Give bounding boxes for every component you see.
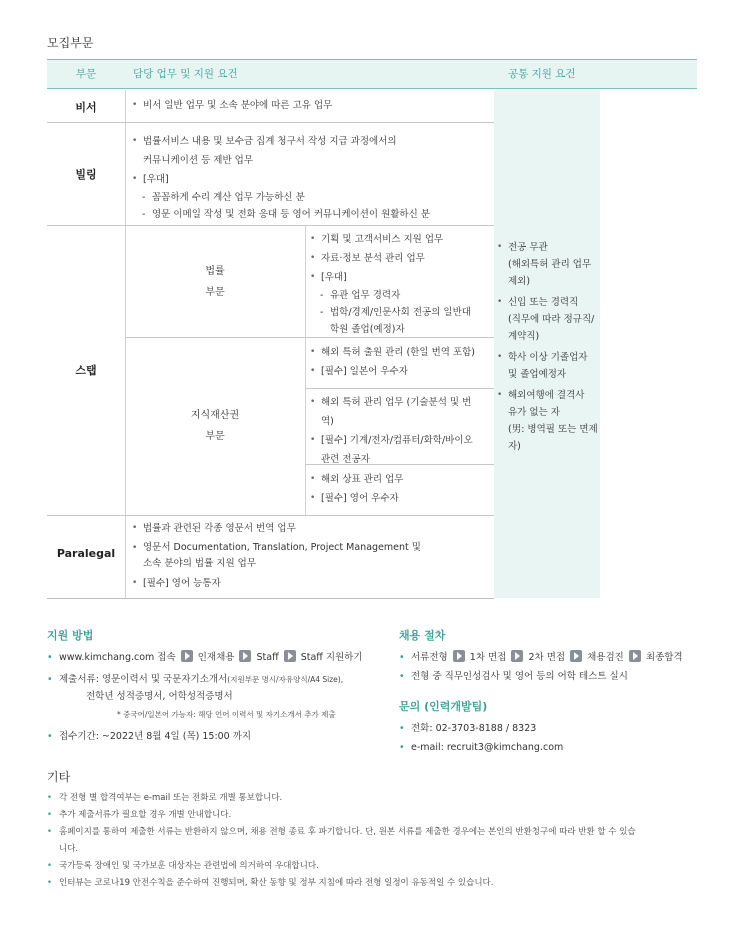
etc-item: • 각 전형 별 합격여부는 e-mail 또는 전화로 개별 통보합니다.	[47, 790, 697, 807]
common-item-continued: (해외특허 관리 업무	[508, 259, 592, 270]
step-text: Staff 지원하기	[300, 652, 363, 663]
header-duties: 담당 업무 및 지원 요건	[133, 68, 238, 80]
legal-duties	[310, 230, 490, 338]
apply-item-period: • 접수기간: ~2022년 8월 4일 (목) 15:00 까지	[47, 727, 392, 746]
etc-item-continued: 니다.	[59, 844, 79, 854]
common-item-continued: 자)	[508, 441, 521, 452]
play-arrow-icon	[284, 650, 296, 662]
pref-item: - 유관 업무 경력자	[310, 287, 490, 304]
docs-text-continued: 전학년 성적증명서, 어학성적증명서	[86, 691, 233, 702]
subdept-ip-line1: 지식재산권	[190, 410, 240, 421]
common-item-continued: 및 졸업예정자	[508, 369, 567, 380]
dept-staff: 스탭	[75, 364, 97, 377]
list-item: • [필수] 일본어 우수자	[310, 362, 490, 381]
step-text: Staff	[256, 652, 279, 663]
apply-item-docs	[47, 670, 392, 689]
common-item: • 전공 무관	[497, 239, 599, 256]
common-requirements	[497, 239, 599, 455]
header-common: 공통 지원 요건	[508, 68, 576, 80]
divider	[47, 122, 494, 123]
etc-item: • 국가등록 장애인 및 국가보훈 대상자는 관련법에 의거하여 우대합니다.	[47, 858, 697, 875]
dept-secretary: 비서	[75, 101, 97, 114]
common-item: • 신입 또는 경력직	[497, 294, 599, 311]
pref-item: - 영문 이메일 작성 및 전화 응대 등 영어 커뮤니케이션이 원활하신 분	[132, 206, 492, 223]
subdept-ip	[125, 405, 305, 447]
process-list	[399, 648, 719, 686]
common-item: • 학사 이상 기졸업자	[497, 349, 599, 366]
recruit-title: 모집부문	[47, 36, 94, 50]
common-item-continued: (男: 병역필 또는 면제	[508, 424, 598, 435]
list-item: • [우대]	[310, 268, 490, 287]
play-arrow-icon	[570, 650, 582, 662]
pref-item-continued: 학원 졸업(예정)자	[330, 324, 405, 335]
contact-list	[399, 719, 719, 757]
etc-title: 기타	[47, 770, 71, 784]
subdept-ip-line2: 부문	[205, 431, 225, 442]
list-item: • 기획 및 고객서비스 지원 업무	[310, 230, 490, 249]
list-item: • 비서 일반 업무 및 소속 분야에 따른 고유 업무	[132, 96, 487, 115]
process-item: • 전형 중 직무인성검사 및 영어 등의 어학 테스트 실시	[399, 667, 719, 686]
docs-text: 제출서류: 영문이력서 및 국문자기소개서	[59, 674, 228, 685]
list-item: • [필수] 영어 능통자	[132, 574, 492, 593]
common-item-continued: 계약직)	[508, 331, 540, 342]
list-item: • 자료·정보 분석 관리 업무	[310, 249, 490, 268]
pref-item: - 법학/경제/인문사회 전공의 일반대	[310, 304, 490, 321]
etc-list	[47, 790, 697, 892]
etc-item: • 홈페이지를 통하여 제출한 서류는 반환하지 않으며, 채용 전형 종료 후 파기합니다. 단, 원본 서류를 제출한 경우에는 본인의 반환청구에 따라 반환 할 수 있습	[47, 824, 697, 841]
contact-title: 문의 (인력개발팀)	[399, 700, 488, 713]
divider	[305, 388, 494, 389]
play-arrow-icon	[511, 650, 523, 662]
header-dept: 부문	[75, 68, 97, 80]
list-item: • 해외 특허 관리 업무 (기술분석 및 번	[310, 393, 490, 412]
etc-item: • 추가 제출서류가 필요할 경우 개별 안내합니다.	[47, 807, 697, 824]
step-text: 서류전형	[411, 652, 448, 663]
common-item-continued: 유가 없는 자	[508, 407, 560, 418]
dept-paralegal: Paralegal	[56, 547, 116, 560]
list-item: • [필수] 영어 우수자	[310, 489, 490, 508]
pref-item: - 꼼꼼하게 수리 계산 업무 가능하신 분	[132, 189, 492, 206]
contact-email[interactable]: • e-mail: recruit3@kimchang.com	[399, 738, 719, 757]
list-item: • 해외 특허 출원 관리 (한일 번역 포함)	[310, 343, 490, 362]
ip-group1	[310, 343, 490, 381]
subdept-legal-line1: 법률	[205, 266, 225, 277]
divider	[125, 90, 126, 598]
divider	[47, 598, 494, 599]
subdept-legal	[125, 261, 305, 303]
divider	[305, 225, 306, 515]
apply-item-site	[47, 648, 392, 667]
list-item: • 해외 상표 관리 업무	[310, 470, 490, 489]
step-text: 최종합격	[645, 652, 683, 663]
subdept-legal-line2: 부문	[205, 287, 225, 298]
list-item-continued: 커뮤니케이션 등 제반 업무	[143, 155, 254, 166]
common-item-continued: (직무에 따라 정규직/	[508, 314, 595, 325]
list-item: • 법률서비스 내용 및 보수금 집계 청구서 작성 지급 과정에서의	[132, 132, 492, 151]
docs-extra-note: * 중국어/일본어 가능자: 해당 언어 이력서 및 자기소개서 추가 제출	[117, 710, 336, 719]
play-arrow-icon	[239, 650, 251, 662]
list-item: • 법률과 관련된 각종 영문서 번역 업무	[132, 519, 492, 538]
list-item-continued: 소속 분야의 법률 지원 업무	[143, 558, 257, 569]
ip-group3	[310, 470, 490, 508]
site-text[interactable]: www.kimchang.com 접속	[59, 652, 176, 663]
etc-item: • 인터뷰는 코로나19 안전수칙을 준수하여 진행되며, 확산 동향 및 정부 지침에 따라 전형 일정이 유동적일 수 있습니다.	[47, 875, 697, 892]
process-steps	[399, 648, 719, 667]
list-item: • [우대]	[132, 170, 492, 189]
step-text: 채용검진	[587, 652, 624, 663]
list-item-continued: 관련 전공자	[321, 454, 370, 465]
apply-title: 지원 방법	[47, 629, 94, 642]
billing-duties	[132, 132, 492, 223]
paralegal-duties	[132, 519, 492, 593]
dept-billing: 빌링	[75, 168, 97, 181]
process-title: 채용 절차	[399, 629, 446, 642]
list-item-continued: 역)	[321, 416, 334, 427]
play-arrow-icon	[629, 650, 641, 662]
ip-group2	[310, 393, 490, 469]
list-item: • 영문서 Documentation, Translation, Project Management 및	[132, 540, 492, 556]
apply-list	[47, 648, 392, 746]
list-item: • [필수] 기계/전자/컴퓨터/화학/바이오	[310, 431, 490, 450]
play-arrow-icon	[181, 650, 193, 662]
step-text: 1차 면접	[469, 652, 507, 663]
common-item: • 해외여행에 결격사	[497, 387, 599, 404]
divider	[47, 515, 494, 516]
step-text: 2차 면접	[528, 652, 566, 663]
divider	[47, 225, 494, 226]
docs-note: (지원부문 명시/자유양식/A4 Size),	[227, 675, 344, 684]
contact-phone: • 전화: 02-3703-8188 / 8323	[399, 719, 719, 738]
step-text: 인재채용	[197, 652, 235, 663]
play-arrow-icon	[453, 650, 465, 662]
common-item-continued: 제외)	[508, 276, 531, 287]
secretary-duties	[132, 96, 487, 115]
